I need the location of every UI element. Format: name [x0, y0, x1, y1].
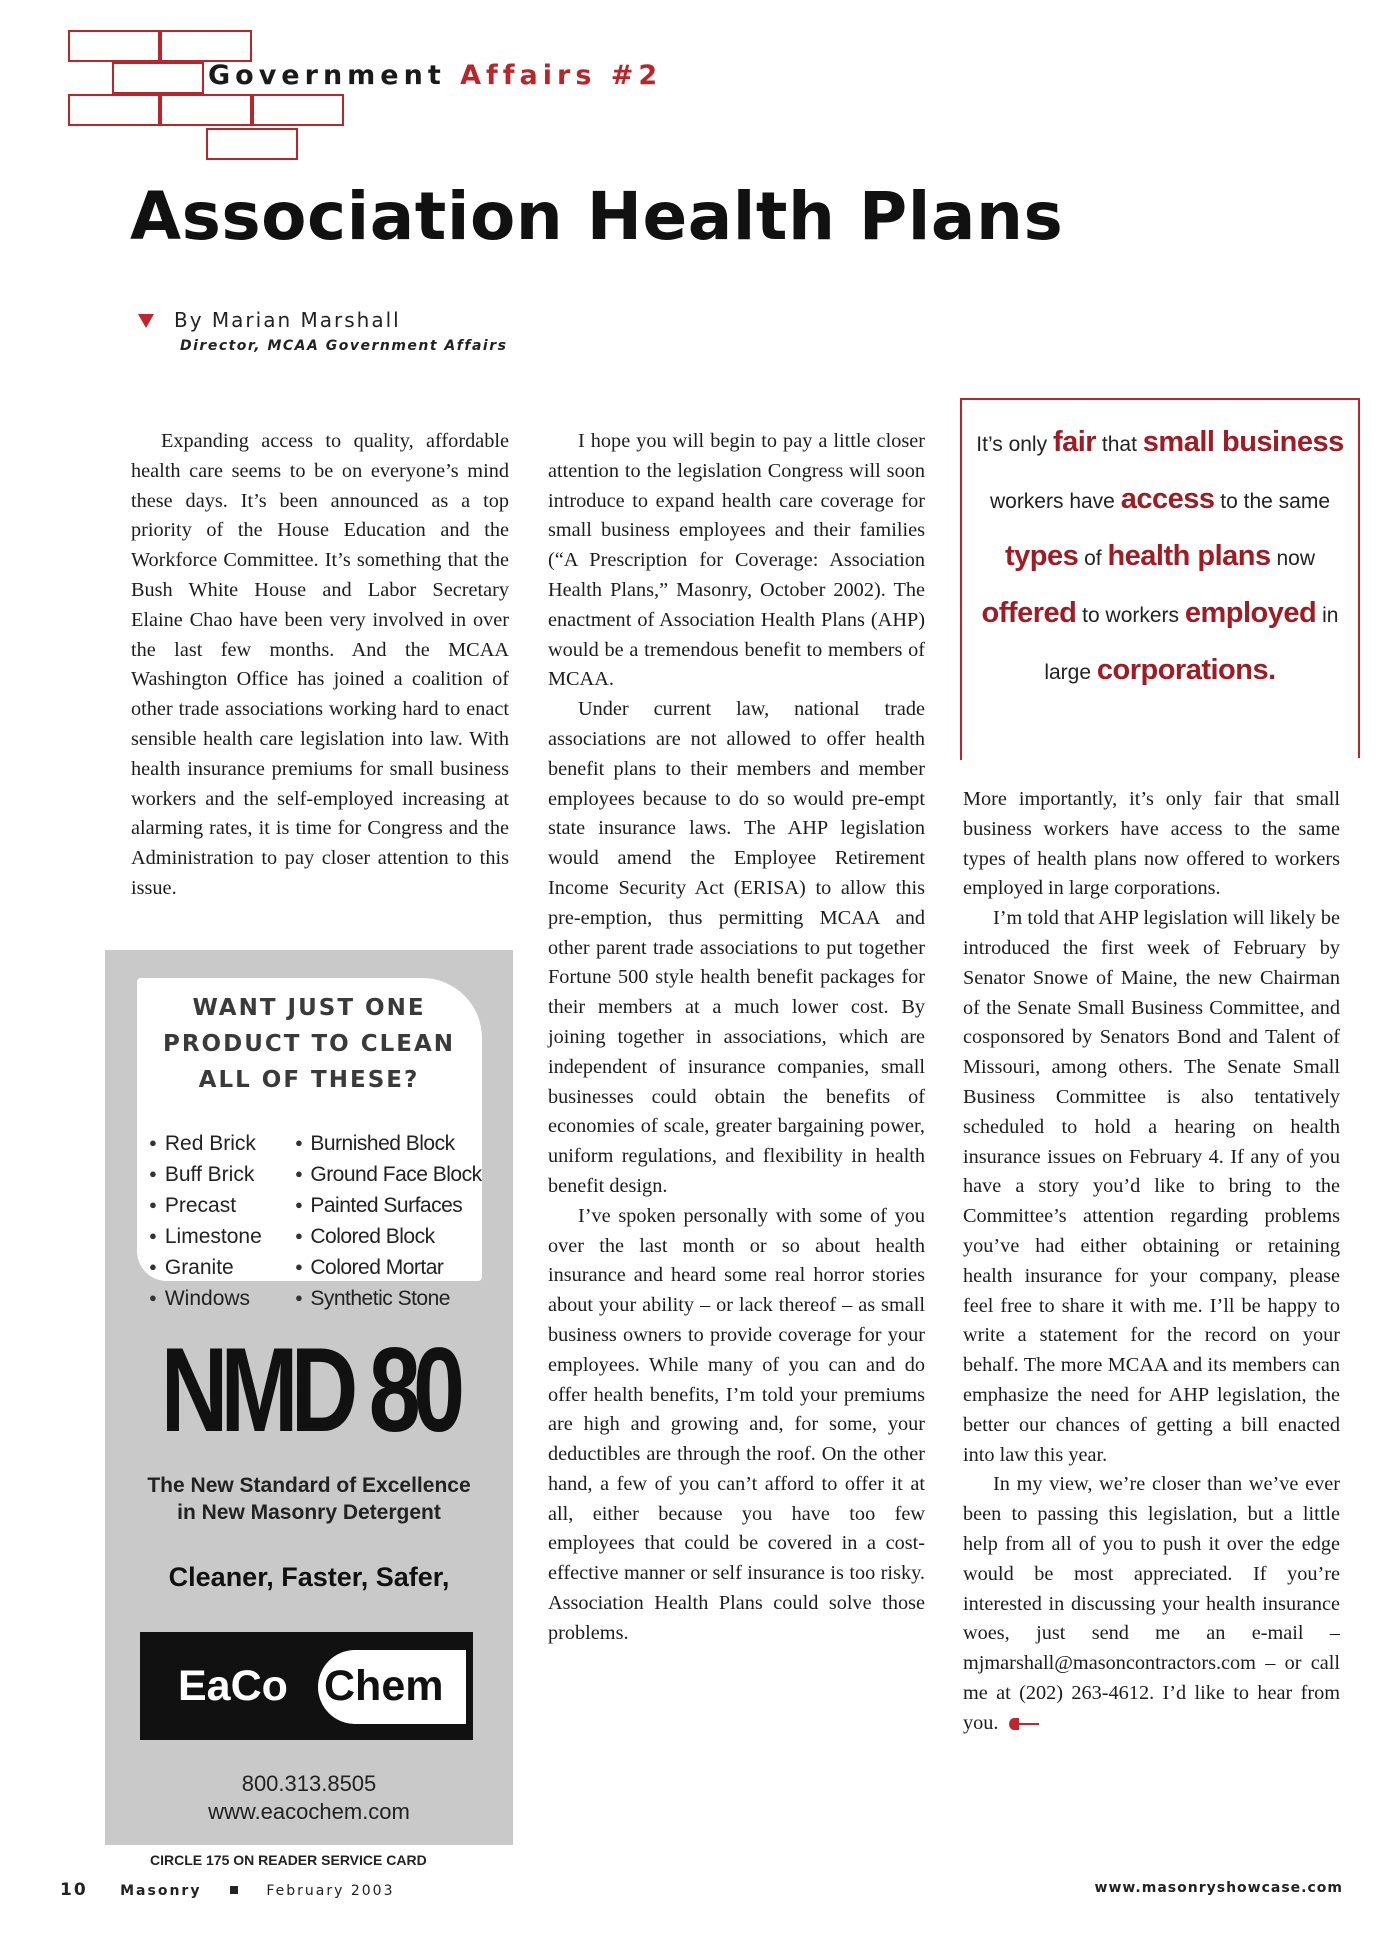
- ad-tagline: [105, 1472, 513, 1526]
- ad-list-item: ● Colored Mortar: [295, 1252, 482, 1283]
- section-kicker: [208, 60, 662, 91]
- article-column-2: [548, 427, 925, 1649]
- pullquote-text: now: [1270, 547, 1315, 570]
- ad-surface-list-left: [149, 1128, 262, 1314]
- pullquote-emphasis: employed: [1184, 597, 1317, 629]
- logo-chem: Chem: [324, 1662, 444, 1710]
- ad-tagline-line: The New Standard of Excellence: [147, 1474, 471, 1497]
- pullquote-text: workers have: [989, 490, 1121, 513]
- ad-surface-list-right: [295, 1128, 482, 1314]
- pullquote-emphasis: offered: [981, 597, 1077, 629]
- ad-headline: [105, 990, 513, 1098]
- footer-url[interactable]: www.masonryshowcase.com: [1094, 1880, 1343, 1896]
- eacochem-logo: [140, 1632, 473, 1740]
- ad-phone: 800.313.8505: [241, 1771, 377, 1796]
- paragraph: I hope you will begin to pay a little closer attention to the legislation Congress will soon introduce to expand health care coverage for small business employees and their families (“A Prescription for Coverage: Association Health Plans,” Masonry, October 2002). The enactment of Association Health Plans (AHP) would be a tremendous benefit to members of MCAA.: [548, 430, 925, 691]
- author-role: Director, MCAA Government Affairs: [180, 338, 508, 354]
- eacochem-advertisement[interactable]: [105, 950, 513, 1845]
- ad-website-link[interactable]: www.eacochem.com: [208, 1799, 410, 1824]
- magazine-name: Masonry: [120, 1883, 202, 1899]
- article-column-3: [963, 785, 1340, 1739]
- paragraph: [963, 1470, 1340, 1738]
- ad-slogan: Cleaner, Faster, Safer,: [168, 1562, 450, 1592]
- pullquote-emphasis: fair: [1052, 426, 1097, 458]
- header-brick-5: [160, 94, 252, 126]
- article-title: Association Health Plans: [130, 178, 1064, 255]
- footer-left: [60, 1880, 394, 1900]
- ad-headline-line: PRODUCT TO CLEAN: [162, 1031, 455, 1057]
- logo-chem-badge: [318, 1650, 466, 1724]
- header-brick-7: [206, 128, 298, 160]
- ad-contact: [105, 1770, 513, 1826]
- end-mark-icon: [1013, 1723, 1039, 1725]
- pullquote: [975, 415, 1345, 700]
- ad-list-item: ● Limestone: [149, 1221, 262, 1252]
- issue-date: February 2003: [266, 1883, 395, 1899]
- page-number: 10: [60, 1880, 88, 1900]
- pullquote-text: in large: [1044, 604, 1339, 684]
- paragraph: Under current law, national trade associations are not allowed to offer health benefit plans to their members and member employees because to do so would pre-empt state insurance laws. The AHP legislation would amend the Employee Retirement Income Security Act (ERISA) to allow this pre-emption, thus permitting MCAA and other parent trade associations to put together Fortune 500 style health benefit packages for their members at a much lower cost. By joining together in associations, which are independent of insurance companies, small businesses could obtain the benefits of economies of scale, greater bargaining power, uniform regulations, and flexibility in health benefit design.: [548, 698, 925, 1197]
- author-name: By Marian Marshall: [174, 308, 401, 332]
- ad-list-item: ● Windows: [149, 1283, 262, 1314]
- closing-text: In my view, we’re closer than we’ve ever been to passing this legislation, but a little help from all of you to push it over the edge would be most appreciated. If you’re interested in discussing your health insurance woes, just send me an e-mail – mjmarshall@masoncontractors.com – or call me at (202) 263-4612. I’d like to hear from you.: [963, 1473, 1340, 1734]
- pullquote-text: to the same: [1214, 490, 1331, 513]
- pullquote-emphasis: types: [1004, 540, 1079, 572]
- pullquote-text: It’s only: [976, 433, 1053, 456]
- reader-service-note: CIRCLE 175 ON READER SERVICE CARD: [150, 1852, 427, 1868]
- section-detail: Affairs #2: [460, 60, 663, 91]
- pullquote-frame-left: [960, 398, 962, 760]
- ad-list-item: ● Burnished Block: [295, 1128, 482, 1159]
- byline-arrow-icon: [138, 314, 154, 328]
- ad-product-name: NMD 80: [160, 1323, 458, 1457]
- separator-square-icon: [230, 1886, 238, 1894]
- pullquote-text: to workers: [1076, 604, 1185, 627]
- pullquote-emphasis: corporations.: [1096, 654, 1276, 686]
- ad-list-item: ● Buff Brick: [149, 1159, 262, 1190]
- ad-list-item: ● Ground Face Block: [295, 1159, 482, 1190]
- ad-list-item: ● Synthetic Stone: [295, 1283, 482, 1314]
- section-word: Government: [208, 60, 446, 91]
- pullquote-text: that: [1096, 433, 1143, 456]
- header-brick-2: [160, 30, 252, 62]
- ad-list-item: ● Red Brick: [149, 1128, 262, 1159]
- pullquote-emphasis: access: [1120, 483, 1215, 515]
- header-brick-3: [112, 62, 204, 94]
- ad-tagline-line: in New Masonry Detergent: [177, 1501, 441, 1524]
- pullquote-emphasis: health plans: [1107, 540, 1271, 572]
- paragraph: I’m told that AHP legislation will likely be introduced the first week of February by Senator Snowe of Maine, the new Chairman of the Senate Small Business Committee, and cosponsored by Senators Bond and Talent of Missouri, among others. The Senate Small Business Committee is also tentatively scheduled to hold a hearing on health insurance issues on February 4. If any of you have a story you’d like to bring to the Committee’s attention regarding problems you’ve had either obtaining or retaining health insurance for your company, please feel free to share it with me. I’ll be happy to write a statement for the record on your behalf. The more MCAA and its members can emphasize the need for AHP legislation, the better our chances of getting a bill enacted into law this year.: [963, 907, 1340, 1466]
- ad-headline-line: WANT JUST ONE: [192, 995, 426, 1021]
- header-brick-4: [68, 94, 160, 126]
- ad-list-item: ● Granite: [149, 1252, 262, 1283]
- paragraph: Expanding access to quality, affordable health care seems to be on everyone’s mind these days. It’s been announced as a top priority of the House Education and the Workforce Committee. It’s something that the Bush White House and Labor Secretary Elaine Chao have been very involved in over the last few months. And the MCAA Washington Office has joined a coalition of other trade associations working hard to enact sensible health care legislation into law. With health insurance premiums for small business workers and the self-employed increasing at alarming rates, it is time for Congress and the Administration to pay closer attention to this issue.: [131, 430, 509, 899]
- pullquote-text: of: [1078, 547, 1108, 570]
- pullquote-emphasis: small business: [1142, 426, 1344, 458]
- header-brick-6: [252, 94, 344, 126]
- ad-list-item: ● Colored Block: [295, 1221, 482, 1252]
- logo-eaco: EaCo: [178, 1662, 288, 1710]
- paragraph: I’ve spoken personally with some of you over the last month or so about health insurance and heard some real horror stories about your ability – or lack thereof – as small business owners to provide coverage for your employees. While many of you can and do offer health benefits, I’m told your premiums are high and growing and, for some, your deductibles are through the roof. On the other hand, a few of you can’t afford to offer it at all, either because you have too few employees that could be covered in a cost-effective manner or self insurance is too risky. Association Health Plans could solve those problems.: [548, 1204, 925, 1644]
- ad-list-item: ● Precast: [149, 1190, 262, 1221]
- ad-headline-line: ALL OF THESE?: [198, 1067, 420, 1093]
- paragraph: More importantly, it’s only fair that small business workers have access to the same types of health plans now offered to workers employed in large corporations.: [963, 788, 1340, 900]
- ad-list-item: ● Painted Surfaces: [295, 1190, 482, 1221]
- article-column-1: [131, 427, 509, 904]
- header-brick-1: [68, 30, 160, 62]
